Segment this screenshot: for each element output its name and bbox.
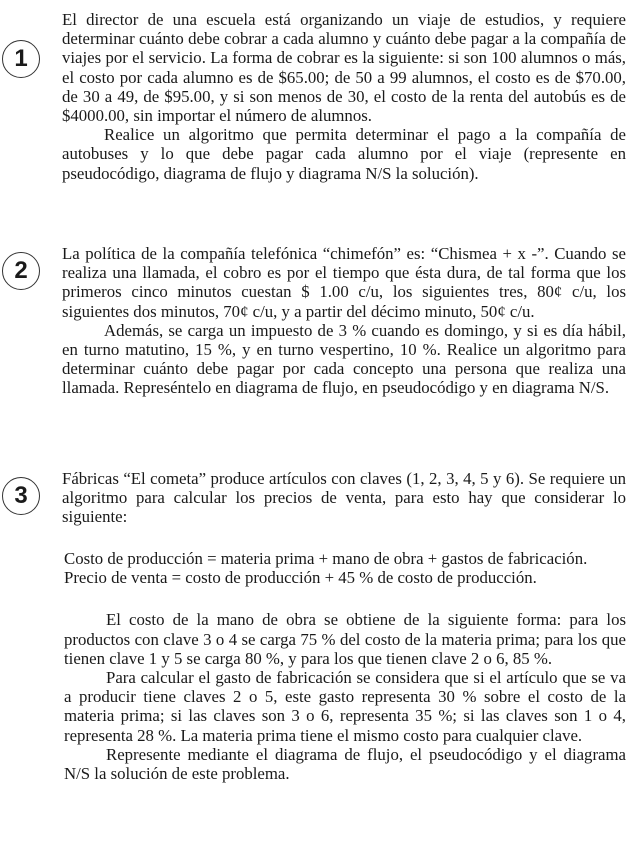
- problem-number-badge: 3: [2, 477, 40, 515]
- problem-paragraph: El director de una escuela está organizando un viaje de estudios, y requiere determinar cuánto debe cobrar a cada alumno y cuánto debe pagar a la compañía de viajes por el servicio. La forma de cobrar es la siguiente: si son 100 alumnos o más, el costo por cada alumno es de $65.00; de 50 a 99 alumnos, el costo es de $70.00, de 30 a 49, de $95.00, y si son menos de 30, el costo de la renta del autobús es de $4000.00, sin importar el número de alumnos.: [62, 10, 626, 126]
- problem-paragraph: Además, se carga un impuesto de 3 % cuando es domingo, y si es día hábil, en turno matutino, 15 %, y en turno vespertino, 10 %. Realice un algoritmo para determinar cuánto debe pagar por cada concepto una persona que realiza una llamada. Represéntelo en diagrama de flujo, en pseudocódigo y en diagrama N/S.: [62, 320, 626, 398]
- problem-3-body: [64, 549, 626, 783]
- problem-paragraph: La política de la compañía telefónica “chimefón” es: “Chismea + x -”. Cuando se realiza una llamada, el cobro es por el tiempo que ésta dura, de tal forma que los primeros cinco minutos cuestan $ 1.00 c/u, los siguientes tres, 80¢ c/u, los siguientes dos minutos, 70¢ c/u, y a partir del décimo minuto, 50¢ c/u.: [62, 244, 626, 321]
- problem-paragraph: El costo de la mano de obra se obtiene de la siguiente forma: para los productos con clave 3 o 4 se carga 75 % del costo de la materia prima; para los que tienen clave 1 y 5 se carga 80 %, y para los que tienen clave 2 o 6, 85 %.: [64, 610, 626, 668]
- problem-number-badge: 2: [2, 252, 40, 290]
- problem-number-badge: 1: [2, 40, 40, 78]
- problem-text: [62, 244, 626, 398]
- problem-paragraph: Para calcular el gasto de fabricación se considera que si el artículo que se va a producir tiene claves 2 o 5, este gasto representa 30 % sobre el costo de la materia prima; si las claves son 3 o 6, representa 35 %; si las claves son 1 o 4, representa 28 %. La materia prima tiene el mismo costo para cualquier clave.: [64, 668, 626, 745]
- problem-paragraph: Realice un algoritmo que permita determinar el pago a la compañía de autobuses y lo que debe pagar cada alumno por el viaje (represente en pseudocódigo, diagrama de flujo y diagrama N/S la solución).: [62, 125, 626, 183]
- problem-paragraph: Represente mediante el diagrama de flujo, el pseudocódigo y el diagrama N/S la solución de este problema.: [64, 744, 626, 784]
- problem-intro: Fábricas “El cometa” produce artículos con claves (1, 2, 3, 4, 5 y 6). Se requiere un algoritmo para calcular los precios de venta, para esto hay que considerar lo siguiente:: [62, 469, 626, 527]
- problem-text: [62, 10, 626, 183]
- formula-sale-price: Precio de venta = costo de producción + 45 % de costo de producción.: [64, 568, 537, 588]
- formula-production-cost: Costo de producción = materia prima + mano de obra + gastos de fabricación.: [64, 549, 588, 568]
- problem-text: [62, 469, 626, 527]
